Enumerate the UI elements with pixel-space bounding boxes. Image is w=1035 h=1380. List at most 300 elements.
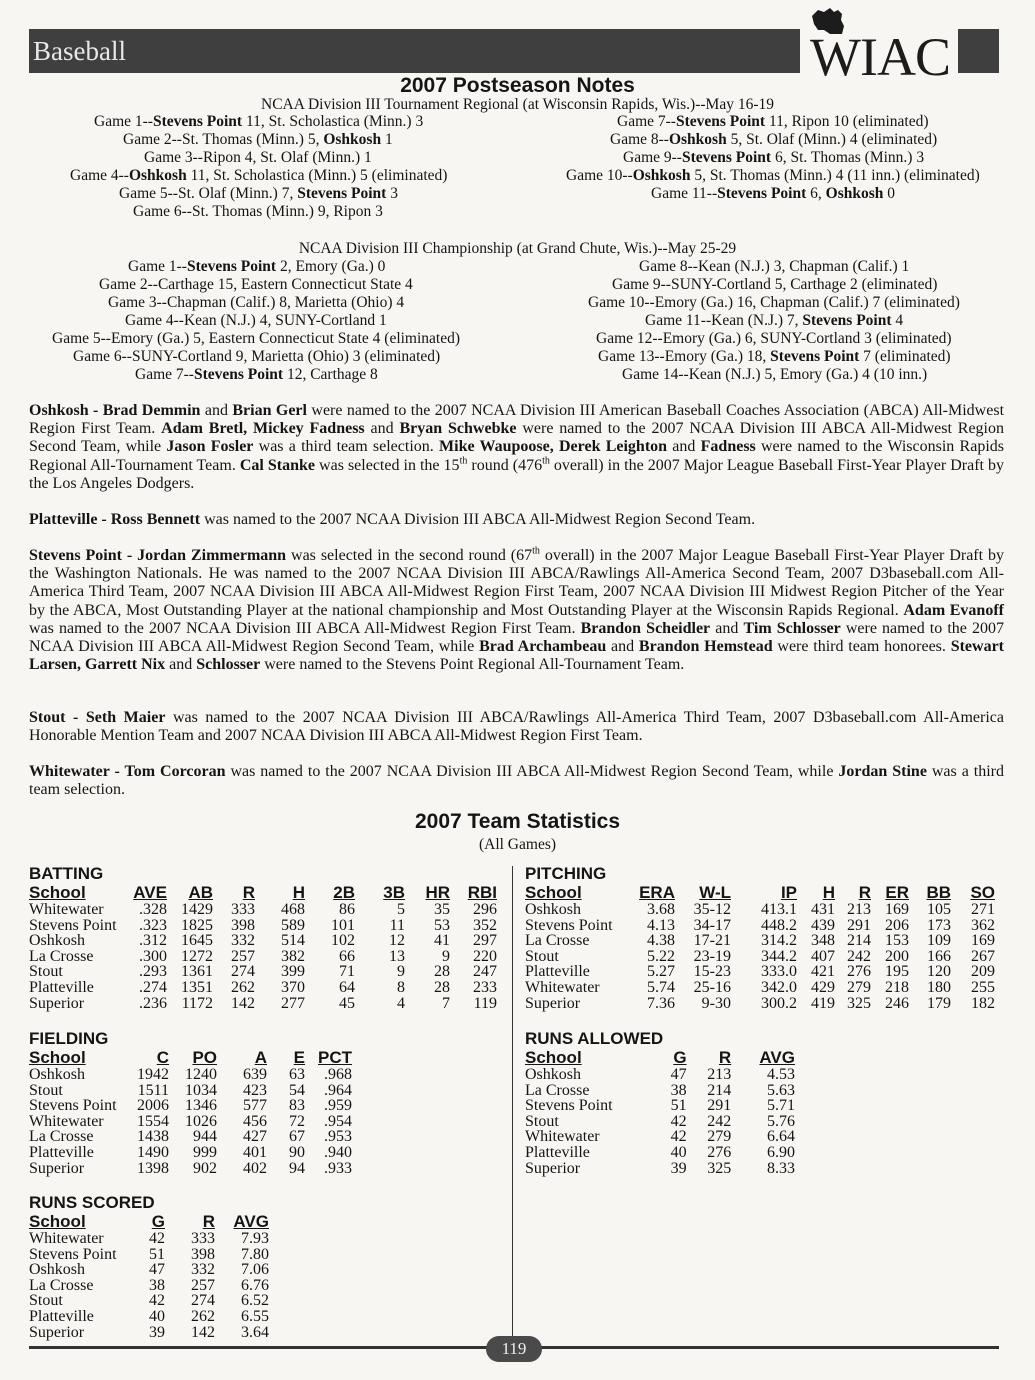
game-result-line (128, 258, 385, 276)
column-header: School (29, 1048, 86, 1067)
stat-cell: .312 (139, 932, 167, 950)
stat-cell: 257 (231, 947, 255, 965)
stat-cell: 398 (191, 1245, 215, 1263)
stat-cell: 276 (707, 1143, 732, 1161)
stat-cell: 109 (927, 932, 951, 950)
game-text: Game 7-- (617, 113, 676, 130)
table-header-row (29, 1212, 269, 1231)
note-text: th (542, 455, 550, 467)
stat-cell: 401 (243, 1143, 267, 1161)
game-text: 3 (386, 185, 398, 202)
stat-cell: 431 (811, 901, 835, 918)
stat-cell: 1398 (137, 1159, 169, 1177)
school-cell: Stout (29, 1292, 63, 1310)
table-row (29, 1262, 269, 1278)
header-band-end (961, 29, 999, 73)
player-name: Schlosser (196, 656, 261, 674)
stat-cell: 4.13 (647, 916, 675, 934)
player-name: Brian Gerl (232, 402, 307, 419)
stat-cell: .236 (139, 994, 167, 1012)
note-text: was selected in the 15 (315, 456, 460, 474)
stat-cell: 63 (289, 1066, 305, 1083)
stat-cell: 47 (670, 1066, 687, 1083)
school-cell: Stout (29, 963, 63, 981)
team-name: Oshkosh (668, 131, 727, 148)
note-text: and (667, 438, 701, 456)
stat-cell: 314.2 (761, 932, 797, 950)
game-text: Game 13--Emory (Ga.) 18, (598, 348, 771, 365)
table-row (29, 1231, 269, 1247)
fielding-title: FIELDING (29, 1029, 109, 1048)
school-cell: La Crosse (29, 947, 94, 965)
column-header: ERA (639, 883, 675, 902)
stat-cell: 427 (243, 1128, 267, 1146)
stat-cell: 370 (281, 978, 305, 996)
stat-cell: 4 (397, 994, 405, 1012)
stat-cell: 40 (670, 1143, 687, 1161)
team-name: Stevens Point (717, 185, 807, 202)
note-text: overall) in the 2007 Major League Baseball First-Year Player Draft by the Washington Nationals. He was named to the 2007 NCAA Division III ABCA/Rawlings All-America Second Team, 2007 D3baseball.com All-America Third Team, 2007 NCAA Division III ABCA All-Midwest Region First Team, 2007 NCAA Division III Midwest Region Pitcher of the Year by the ABCA, Most Outstanding Player at the national championship and Most Outstanding Player at the Wisconsin Rapids Regional. (29, 547, 1005, 619)
school-cell: Oshkosh (29, 1066, 86, 1083)
note-paragraph (29, 402, 1004, 493)
player-name: Fadness (700, 438, 756, 456)
note-text: and (364, 420, 400, 438)
stat-cell: 12 (389, 932, 405, 950)
stat-cell: 213 (707, 1066, 732, 1083)
table-row (29, 902, 497, 918)
table-row (29, 1114, 352, 1130)
stat-cell: 7.36 (647, 994, 675, 1012)
stat-cell: 38 (670, 1081, 687, 1099)
team-name: Stevens Point (675, 113, 766, 130)
team-name: Stevens Point (297, 185, 387, 202)
stat-cell: 13 (389, 947, 405, 965)
column-header: R (858, 883, 871, 902)
school-cell: Stevens Point (29, 1097, 117, 1115)
stat-cell: 399 (281, 963, 305, 981)
stat-cell: 589 (281, 916, 305, 934)
table-row (525, 1145, 795, 1161)
stat-cell: 6.52 (241, 1292, 269, 1310)
game-result-line (623, 149, 924, 167)
stat-cell: .300 (139, 947, 167, 965)
stat-cell: 39 (670, 1159, 687, 1177)
school-cell: Superior (29, 1323, 85, 1341)
table-row (525, 964, 995, 980)
column-header: C (156, 1048, 169, 1067)
stat-cell: 119 (473, 994, 497, 1012)
game-text: Game 12--Emory (Ga.) 6, SUNY-Cortland 3 (eliminated) (596, 330, 952, 347)
table-row (29, 918, 497, 934)
school-cell: La Crosse (29, 1276, 94, 1294)
table-header-row (525, 883, 995, 902)
game-result-line (119, 185, 398, 203)
stat-cell: 246 (885, 994, 909, 1012)
regional-heading: NCAA Division III Tournament Regional (at Wisconsin Rapids, Wis.)--May 16-19 (261, 96, 774, 113)
table-row (29, 949, 497, 965)
stat-cell: 166 (927, 947, 951, 965)
stat-cell: 300.2 (761, 994, 797, 1012)
stat-cell: 242 (707, 1112, 732, 1130)
stat-cell: 325 (707, 1159, 732, 1177)
column-header: H (822, 883, 835, 902)
game-text: Game 7-- (135, 366, 194, 383)
stat-cell: 180 (927, 978, 951, 996)
game-text: Game 6--SUNY-Cortland 9, Marietta (Ohio) 3 (eliminated) (73, 348, 441, 365)
note-text: was named to the 2007 NCAA Division III ABCA All-Midwest Region Second Team. (200, 511, 756, 528)
stat-cell: 1490 (137, 1143, 169, 1161)
table-row (525, 1083, 795, 1099)
stat-cell: 66 (339, 947, 355, 965)
stat-cell: 233 (473, 978, 497, 996)
stat-cell: 413.1 (761, 901, 797, 918)
table-row (29, 996, 497, 1012)
stat-cell: 8.33 (767, 1159, 795, 1177)
stat-cell: 262 (231, 978, 255, 996)
game-text: Game 1-- (94, 113, 153, 130)
table-row (29, 980, 497, 996)
school-cell: Stout (525, 947, 559, 965)
player-name: Tim Schlosser (743, 619, 841, 637)
stat-cell: 6.55 (241, 1307, 269, 1325)
team-name: Stevens Point (152, 113, 243, 130)
stat-cell: 352 (473, 916, 497, 934)
stat-cell: 1172 (181, 994, 213, 1012)
stat-cell: 34-17 (693, 916, 731, 934)
stat-cell: .968 (324, 1066, 352, 1083)
stat-cell: .953 (324, 1128, 352, 1146)
column-header: PCT (318, 1048, 352, 1067)
table-row (525, 1161, 795, 1177)
stat-cell: .954 (324, 1112, 352, 1130)
stat-cell: 40 (149, 1307, 165, 1325)
runs-scored-table (29, 1212, 269, 1340)
column-header: H (292, 883, 305, 902)
stat-cell: .293 (139, 963, 167, 981)
stat-cell: 296 (473, 901, 497, 918)
stat-cell: 101 (331, 916, 355, 934)
column-header: A (254, 1048, 267, 1067)
game-text: Game 5--Emory (Ga.) 5, Eastern Connecticut State 4 (eliminated) (52, 330, 461, 347)
stat-cell: 5.74 (647, 978, 675, 996)
school-cell: Whitewater (525, 1128, 600, 1146)
school-cell: Oshkosh (29, 932, 86, 950)
stat-cell: 72 (289, 1112, 305, 1130)
stat-cell: 279 (707, 1128, 732, 1146)
game-result-line (125, 312, 387, 330)
school-cell: Platteville (29, 1307, 94, 1325)
stat-cell: 209 (971, 963, 995, 981)
table-row (525, 902, 995, 918)
stats-subtitle: (All Games) (478, 836, 557, 853)
stat-cell: 255 (971, 978, 995, 996)
game-text: 12, Carthage 8 (283, 366, 378, 383)
stat-cell: 247 (473, 963, 497, 981)
stat-cell: 333.0 (761, 963, 797, 981)
column-header: G (151, 1212, 165, 1231)
table-row (29, 964, 497, 980)
stat-cell: 332 (231, 932, 255, 950)
note-text: were named to the 2007 NCAA Division III ABCA All-Midwest Region Second Team, while (29, 420, 1004, 456)
stat-cell: 218 (885, 978, 909, 996)
team-name: Stevens Point (770, 348, 860, 365)
player-name: Bryan Schwebke (399, 420, 517, 438)
game-text: 11, St. Scholastica (Minn.) 3 (242, 113, 424, 130)
note-text: was a third team selection. (253, 438, 440, 456)
game-text: Game 9-- (623, 149, 682, 166)
stat-cell: 7.93 (241, 1230, 269, 1247)
stat-cell: 333 (191, 1230, 215, 1247)
game-result-line (566, 167, 980, 185)
stat-cell: 195 (885, 963, 909, 981)
stat-cell: 468 (281, 901, 305, 918)
stat-cell: 120 (927, 963, 951, 981)
note-paragraph (29, 709, 1004, 745)
school-cell: Platteville (29, 1143, 94, 1161)
stat-cell: 3.68 (647, 901, 675, 918)
game-text: 11, St. Scholastica (Minn.) 5 (eliminated) (186, 167, 448, 184)
player-name: Jason Fosler (166, 438, 254, 456)
stat-cell: 277 (281, 994, 305, 1012)
game-text: Game 8--Kean (N.J.) 3, Chapman (Calif.) 1 (639, 258, 910, 275)
school-cell: Whitewater (29, 1230, 104, 1247)
stat-cell: 214 (707, 1081, 732, 1099)
stat-cell: 5.27 (647, 963, 675, 981)
column-header: R (718, 1048, 732, 1067)
stat-cell: 1429 (181, 901, 213, 918)
stat-cell: 1645 (181, 932, 213, 950)
school-cell: Whitewater (29, 1112, 104, 1130)
stat-cell: 11 (389, 916, 405, 934)
school-cell: Stevens Point (525, 916, 613, 934)
stat-cell: 291 (707, 1097, 732, 1115)
note-text: and (606, 638, 639, 656)
stat-cell: 42 (670, 1128, 687, 1146)
stat-cell: 28 (434, 978, 450, 996)
stat-cell: 514 (281, 932, 305, 950)
stat-cell: 213 (847, 901, 871, 918)
game-text: Game 2--St. Thomas (Minn.) 5, (123, 131, 324, 148)
note-text: overall) in the 2007 Major League Baseball First-Year Player Draft by the Los Angeles Dodgers. (29, 456, 1004, 492)
game-text: Game 3--Chapman (Calif.) 8, Marietta (Ohio) 4 (108, 294, 405, 311)
player-name: Brad Archambeau (479, 638, 607, 656)
stats-title: 2007 Team Statistics (414, 810, 621, 833)
stat-cell: 1361 (181, 963, 213, 981)
table-row (525, 933, 995, 949)
stat-cell: 42 (149, 1230, 165, 1247)
game-text: 11, Ripon 10 (eliminated) (765, 113, 929, 130)
table-row (525, 980, 995, 996)
game-result-line (588, 294, 960, 312)
column-header: School (29, 883, 86, 902)
table-row (29, 933, 497, 949)
stat-cell: 67 (289, 1128, 305, 1146)
table-row (29, 1145, 352, 1161)
stat-cell: 325 (847, 994, 871, 1012)
table-row (29, 1278, 269, 1294)
table-row (525, 1114, 795, 1130)
stat-cell: 6.90 (767, 1143, 795, 1161)
stat-cell: 1240 (185, 1066, 217, 1083)
stat-cell: 35-12 (693, 901, 731, 918)
stat-cell: 448.2 (761, 916, 797, 934)
team-name: Oshkosh (323, 131, 382, 148)
note-paragraph (29, 547, 1004, 674)
column-header: School (29, 1212, 86, 1231)
game-text: Game 11--Kean (N.J.) 7, (645, 312, 803, 329)
stat-cell: 1554 (137, 1112, 169, 1130)
stat-cell: 5.63 (767, 1081, 795, 1099)
school-cell: Oshkosh (525, 901, 582, 918)
stat-cell: 64 (339, 978, 355, 996)
stat-cell: 54 (289, 1081, 305, 1099)
stat-cell: 179 (927, 994, 951, 1012)
stat-cell: 1351 (181, 978, 213, 996)
column-header: E (293, 1048, 305, 1067)
stat-cell: 242 (847, 947, 871, 965)
player-name: Brandon Scheidler (580, 619, 711, 637)
pitching-title: PITCHING (525, 864, 607, 883)
column-header: AB (188, 883, 213, 902)
stat-cell: 6.64 (767, 1128, 795, 1146)
stat-cell: .328 (139, 901, 167, 918)
stat-cell: 86 (339, 901, 355, 918)
school-cell: Superior (525, 1159, 581, 1177)
stat-cell: 9 (442, 947, 450, 965)
stat-cell: 5.76 (767, 1112, 795, 1130)
note-text: were named to the 2007 NCAA Division III ABCA All-Midwest Region Second Team, while (29, 619, 1004, 656)
game-result-line (123, 131, 393, 149)
stat-cell: 262 (191, 1307, 215, 1325)
game-text: 0 (883, 185, 895, 202)
stat-cell: 1026 (185, 1112, 217, 1130)
game-result-line (133, 203, 383, 221)
table-row (29, 1098, 352, 1114)
stat-cell: 8 (397, 978, 405, 996)
stat-cell: 297 (473, 932, 497, 950)
game-text: 6, (806, 185, 826, 202)
school-cell: Stout (525, 1112, 559, 1130)
game-text: Game 5--St. Olaf (Minn.) 7, (119, 185, 298, 202)
stat-cell: 5.71 (767, 1097, 795, 1115)
player-name: Stewart Larsen, Garrett Nix (29, 638, 1004, 674)
table-row (29, 1129, 352, 1145)
stat-cell: .959 (324, 1097, 352, 1115)
stat-cell: 332 (191, 1261, 215, 1279)
stat-cell: 9 (397, 963, 405, 981)
game-text: 2, Emory (Ga.) 0 (276, 258, 386, 275)
stat-cell: 279 (847, 978, 871, 996)
note-text: was named to the 2007 NCAA Division III ABCA/Rawlings All-America Third Team, 2007 D3baseball.com All-America Honorable Mention Team and 2007 NCAA Division III ABCA All-Midwest Region First Team. (29, 709, 1004, 745)
note-text: was named to the 2007 NCAA Division III ABCA All-Midwest Region First Team. (29, 619, 581, 637)
game-result-line (144, 149, 372, 167)
game-result-line (52, 330, 460, 348)
stat-cell: 23-19 (693, 947, 731, 965)
note-text: was a third team selection. (29, 763, 1004, 799)
stat-cell: 173 (927, 916, 951, 934)
stat-cell: 999 (193, 1143, 217, 1161)
game-text: Game 4--Kean (N.J.) 4, SUNY-Cortland 1 (125, 312, 387, 329)
stat-cell: 7.06 (241, 1261, 269, 1279)
stat-cell: 407 (811, 947, 835, 965)
school-cell: Superior (29, 994, 85, 1012)
team-name: Stevens Point (802, 312, 892, 329)
column-header: School (525, 883, 582, 902)
stat-cell: .940 (324, 1143, 352, 1161)
runs-scored-title: RUNS SCORED (29, 1193, 155, 1212)
team-name: Oshkosh (825, 185, 884, 202)
stat-cell: 429 (811, 978, 835, 996)
stat-cell: 1825 (181, 916, 213, 934)
stat-cell: 4.53 (767, 1066, 795, 1083)
runs-allowed-table (525, 1048, 795, 1176)
school-cell: Oshkosh (525, 1066, 582, 1083)
game-result-line (73, 348, 440, 366)
stat-cell: 83 (289, 1097, 305, 1115)
game-result-line (596, 330, 952, 348)
stat-cell: 169 (971, 932, 995, 950)
column-header: BB (926, 883, 951, 902)
table-header-row (29, 883, 497, 902)
school-cell: Stevens Point (29, 1245, 117, 1263)
game-text: 6, St. Thomas (Minn.) 3 (771, 149, 925, 166)
player-name: Platteville - Ross Bennett (29, 511, 201, 528)
stat-cell: 4.38 (647, 932, 675, 950)
game-text: Game 4-- (70, 167, 129, 184)
column-header: RBI (467, 883, 497, 902)
stat-cell: 15-23 (693, 963, 731, 981)
school-cell: Platteville (525, 963, 590, 981)
stat-cell: 28 (434, 963, 450, 981)
stat-cell: .323 (139, 916, 167, 934)
player-name: Cal Stanke (239, 456, 315, 474)
team-name: Oshkosh (128, 167, 187, 184)
game-result-line (135, 366, 378, 384)
stat-cell: 362 (971, 916, 995, 934)
game-result-line (598, 348, 951, 366)
stat-cell: 1034 (185, 1081, 217, 1099)
stat-cell: 35 (434, 901, 450, 918)
stat-cell: 206 (885, 916, 909, 934)
table-row (29, 1309, 269, 1325)
stat-cell: 1272 (181, 947, 213, 965)
stat-cell: 51 (149, 1245, 165, 1263)
school-cell: Stout (29, 1081, 63, 1099)
stat-cell: 291 (847, 916, 871, 934)
stat-cell: 439 (811, 916, 835, 934)
section-title: Baseball (33, 36, 126, 66)
stat-cell: 17-21 (693, 932, 731, 950)
pitching-table (525, 883, 995, 1011)
game-text: Game 10-- (566, 167, 633, 184)
stat-cell: 169 (885, 901, 909, 918)
stat-cell: 402 (243, 1159, 267, 1177)
column-header: AVG (233, 1212, 269, 1231)
table-row (525, 996, 995, 1012)
table-header-row (29, 1048, 352, 1067)
player-name: Stevens Point - Jordan Zimmermann (29, 547, 287, 564)
game-text: 5, St. Thomas (Minn.) 4 (11 inn.) (eliminated) (690, 167, 980, 184)
game-text: Game 14--Kean (N.J.) 5, Emory (Ga.) 4 (10 inn.) (622, 366, 928, 383)
game-result-line (639, 258, 909, 276)
stat-cell: 5 (397, 901, 405, 918)
game-result-line (617, 113, 929, 131)
stat-cell: 1511 (137, 1081, 169, 1099)
note-text: were named to the 2007 NCAA Division III American Baseball Coaches Association (ABCA) All-Midwest Region First Team. (29, 402, 1005, 438)
column-header: ER (885, 883, 909, 902)
stat-cell: 944 (193, 1128, 217, 1146)
note-text: th (532, 545, 540, 557)
